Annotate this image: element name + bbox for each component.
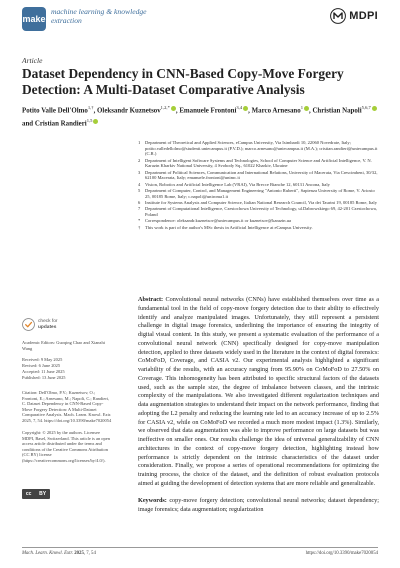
by-icon: BY [39, 491, 47, 497]
author-name[interactable]: Emanuele Frontoni [179, 107, 237, 115]
publisher-logo [330, 8, 378, 24]
check-for-updates-icon [22, 318, 35, 331]
abstract-label: Abstract: [138, 296, 164, 303]
affiliation-text: Vision, Robotics and Artificial Intelligence Lab (VRAI), Via Brecce Bianche 12, 60131 Ancona, Italy [145, 181, 330, 187]
footer-doi-link[interactable]: https://doi.org/10.3390/make7020054 [305, 551, 378, 556]
affiliation-item [138, 158, 378, 169]
academic-editors: Academic Editors: Guoqing Chao and Xianzhi Wang [22, 340, 105, 351]
footer-volume-page: , 7, 54 [83, 551, 96, 556]
affiliation-text: Department of Theoretical and Applied Sciences, eCampus University, Via Isimbardi 10, 22060 Novedrate, Italy; potito.valledellolmo@studenti.uniecampus.it (P.V.D.); marco.arnesano@uniecampus.it (M.A.); cristian.randieri@uniecampus.it (C.R.) [145, 140, 378, 157]
affiliations [138, 140, 378, 231]
cc-icon: cc [25, 491, 32, 497]
published-date: Published: 13 June 2025 [22, 375, 66, 380]
author-affiliation-marker: 1 [300, 105, 303, 110]
copyright-notice: Copyright: © 2025 by the authors. Licensee MDPI, Basel, Switzerland. This article is an open access article distributed under the terms and conditions of the Creative Commons Attribution (CC BY) license (https://creativecommons.org/licenses/by/4.0/). [22, 430, 110, 463]
mdpi-logo-icon [330, 8, 346, 24]
affiliation-number: * [138, 218, 141, 224]
affiliation-text: Department of Political Sciences, Communication and International Relations, University of Macerata, Via Crescimbeni, 30/32, 62100 Macerata, Italy; emanuele.frontoni@unimc.it [145, 169, 378, 181]
journal-logo-text: make [22, 13, 46, 24]
affiliation-text: Correspondence: oleksandr.kuznetsov@uniecampus.it or kuznetsov@karazin.ua [145, 218, 292, 224]
check-updates-line1: check for [38, 319, 58, 325]
orcid-icon[interactable] [93, 119, 98, 124]
keywords-text: copy-move forgery detection; convolutional neural networks; dataset dependency; image forensics; data augmentation; regularization [138, 497, 379, 513]
footer-divider [22, 547, 378, 548]
affiliation-text: Department of Computational Intelligence, Czestochowa University of Technology, ul.Dabrowskiego 69, 42-201 Czestochowa, Poland [145, 206, 377, 217]
affiliation-number: 7 [138, 206, 141, 212]
affiliation-item [138, 218, 378, 224]
cc-by-license-badge[interactable] [22, 489, 50, 499]
abstract [138, 296, 379, 489]
affiliation-number: 1 [138, 140, 141, 145]
author-affiliation-marker: 1,5 [86, 117, 93, 123]
affiliation-text: Institute for Systems Analysis and Computer Science, Italian National Research Council, Via dei Taurini 19, 00185 Rome, Italy [145, 200, 377, 205]
author-affiliation-marker: 1,† [87, 105, 94, 110]
affiliation-item [138, 140, 378, 157]
author-name[interactable]: Oleksandr Kuznetsov [97, 107, 161, 115]
author-name[interactable]: Potito Valle Dell'Olmo [22, 107, 88, 115]
paper-title: Dataset Dependency in CNN-Based Copy-Move Forgery Detection: A Multi-Dataset Comparative Analysis [22, 66, 344, 97]
affiliation-number: 4 [138, 181, 141, 187]
affiliation-item [138, 170, 378, 181]
footer-citation [22, 551, 96, 556]
author-list: Potito Valle Dell'Olmo$^{1,\dagger}$, Oleksandr Kuznetsov$^{1,2,*}$ , Emanuele Frontoni$^{3,4}$ , Marco Arnesano$^1$ , Christian Napoli$^{5,6,7}$ and Cristian Randieri$^{1,5}$ [22, 103, 378, 128]
orcid-icon[interactable] [171, 106, 176, 111]
citation: Citation: Dell'Olmo, P.V.; Kuznetsov, O.; Frontoni, E.; Arnesano, M.; Napoli, C.; Randieri, C. Dataset Dependency in CNN-Based Copy-Move Forgery Detection: A Multi-Dataset Comparative Analysis. Mach. Learn. Knowl. Extr. 2025, 7, 54. https://doi.org/10.3390/make7020054 [22, 390, 112, 423]
check-updates-line2: updates [38, 324, 57, 330]
affiliation-text: Department of Intelligent Software Systems and Technologies, School of Computer Science and Artificial Intelligence, V. N. Karazin Kharkiv National University, 4 Svobody Sq., 61022 Kharkiv, Ukraine [145, 157, 372, 169]
affiliation-number: 2 [138, 157, 141, 163]
author-name[interactable]: Christian Napoli [312, 107, 362, 115]
affiliation-number: 3 [138, 169, 141, 175]
author-affiliation-marker: 3,4 [236, 105, 243, 110]
author-name[interactable]: Marco Arnesano [251, 107, 301, 115]
accepted-date: Accepted: 11 June 2025 [22, 369, 65, 374]
footer-journal-abbrev: Mach. Learn. Knowl. Extr. [22, 551, 74, 556]
received-date: Received: 9 May 2025 [22, 357, 63, 362]
journal-logo [22, 7, 46, 31]
author-affiliation-marker: 1,2,* [160, 105, 170, 110]
affiliation-number: 5 [138, 188, 141, 193]
author-affiliation-marker: 5,6,7 [361, 105, 371, 110]
affiliation-item [138, 206, 378, 217]
affiliation-item [138, 200, 378, 206]
orcid-icon[interactable] [372, 106, 377, 111]
affiliation-text: This work is part of the author's MSc thesis in Artificial Intelligence at eCampus University. [145, 224, 313, 230]
affiliation-number: 6 [138, 200, 141, 205]
keywords-label: Keywords: [138, 497, 167, 504]
affiliation-item [138, 182, 378, 188]
publisher-name: MDPI [349, 10, 378, 22]
affiliation-item [138, 225, 378, 231]
revised-date: Revised: 6 June 2025 [22, 363, 61, 368]
journal-name: machine learning & knowledge extraction [51, 7, 147, 25]
orcid-icon[interactable] [243, 106, 248, 111]
article-type: Article [22, 56, 43, 65]
abstract-text: Convolutional neural networks (CNNs) have established themselves over time as a fundamental tool in the field of copy-move forgery detection due to their ability to effectively identify and analyze manipulated images. Unfortunately, they still represent a persistent challenge in digital image forensics, underlining the importance of ensuring the integrity of digital visual content. In this study, we present a systematic evaluation of the performance of a convolutional neural network (CNN) specifically designed for copy-move manipulation detection, applied to three datasets widely used in the literature in the context of digital forensics: CoMoFoD, Coverage, and CASIA v2. Our experimental analysis highlighted a significant variability of the results, with an accuracy ranging from 95.90% on CoMoFoD to 27.50% on Coverage. This inhomogeneity has been attributed to specific structural factors of the datasets used, such as the sample size, the degree of imbalance between classes, and the intrinsic complexity of the manipulations. We also investigated different regularization techniques and data augmentation strategies to understand their impact on the network performance, finding that adopting the L2 penalty and reducing the learning rate led to an accuracy increase of up to 2.5% for CASIA v2, while on CoMoFoD we recorded a much more modest impact (1.3%). Similarly, we observed that data augmentation was able to improve performance on large datasets but was ineffective on smaller ones. Our results challenge the idea of universal generalizability of CNN architectures in the context of copy-move forgery detection, highlighting instead how performance is strictly dependent on the intrinsic characteristics of the dataset under consideration. Finally, we propose a series of operational recommendations for optimizing the training process, the choice of the dataset, and the definition of robust evaluation protocols aimed at guiding the development of detection systems that are more reliable and generalizable. [138, 296, 380, 487]
orcid-icon[interactable] [304, 106, 309, 111]
author-name[interactable]: Cristian Randieri [34, 119, 87, 127]
affiliation-item [138, 188, 378, 199]
keywords [138, 497, 379, 515]
affiliation-text: Department of Computer, Control, and Management Engineering "Antonio Ruberti", Sapienza University of Rome, V. Ariosto 25, 00185 Rome, Italy; c.napoli@uniroma1.it [145, 188, 375, 199]
check-for-updates-button[interactable] [22, 318, 57, 331]
footer-year: 2025 [74, 551, 84, 556]
affiliation-number: † [138, 224, 141, 230]
